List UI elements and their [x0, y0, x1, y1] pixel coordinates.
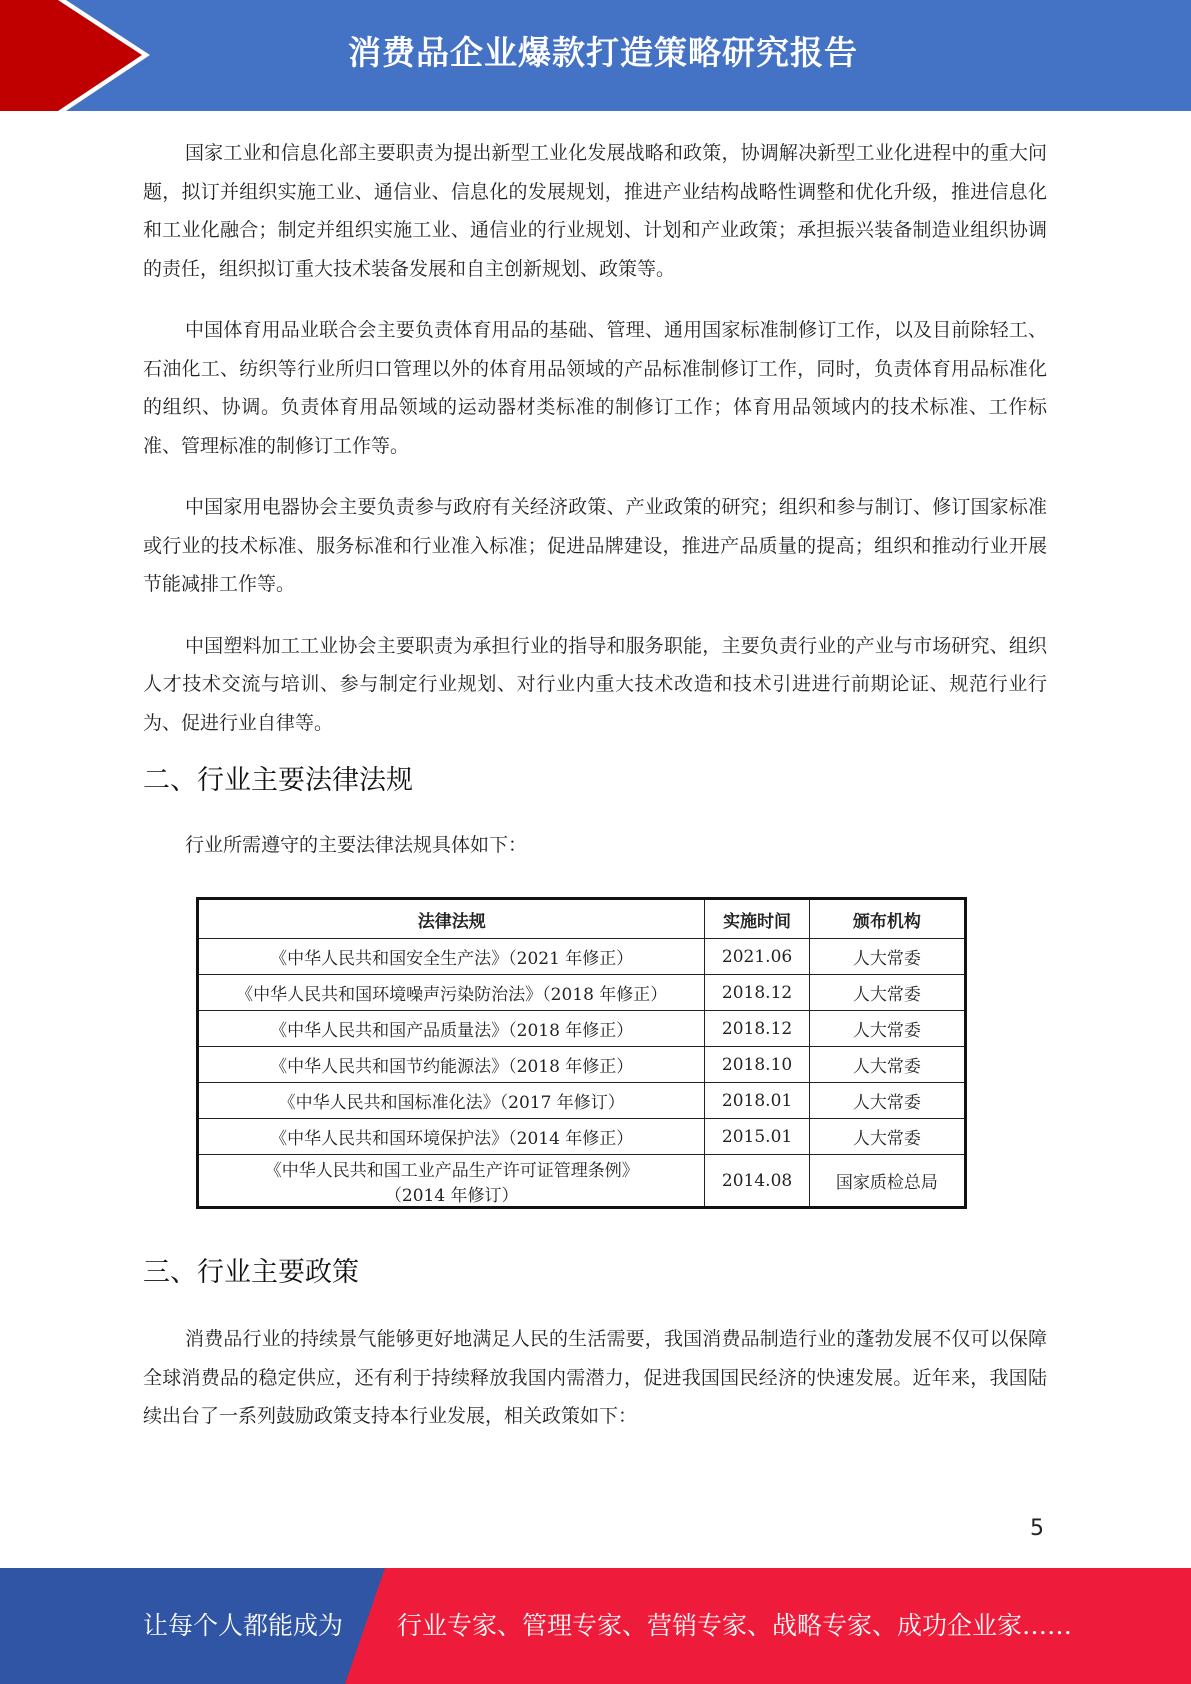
- law-cell: 《中华人民共和国环境噪声污染防治法》（2018 年修正）: [198, 975, 705, 1011]
- page-number: 5: [1030, 1516, 1044, 1541]
- table-row: [198, 1155, 966, 1208]
- paragraph-policies: 消费品行业的持续景气能够更好地满足人民的生活需要，我国消费品制造行业的蓬勃发展不仅可以保障全球消费品的稳定供应，还有利于持续释放我国内需潜力，促进我国国民经济的快速发展。近年来，我国陆续出台了一系列鼓励政策支持本行业发展，相关政策如下：: [143, 1328, 1047, 1427]
- date-cell: 2018.12: [705, 975, 809, 1011]
- org-cell: 人大常委: [809, 1119, 965, 1155]
- body-content: [143, 134, 1047, 765]
- org-cell: 人大常委: [809, 1083, 965, 1119]
- org-cell: 人大常委: [809, 1047, 965, 1083]
- org-cell: 国家质检总局: [809, 1155, 965, 1208]
- date-cell: 2014.08: [705, 1155, 809, 1208]
- paragraph-plastics-association: 中国塑料加工工业协会主要职责为承担行业的指导和服务职能，主要负责行业的产业与市场研究、组织人才技术交流与培训、参与制定行业规划、对行业内重大技术改造和技术引进进行前期论证、规范行业行为、促进行业自律等。: [143, 634, 1047, 734]
- date-cell: 2018.10: [705, 1047, 809, 1083]
- header-date: 实施时间: [705, 899, 809, 939]
- section-heading-policies: 三、行业主要政策: [143, 1257, 359, 1288]
- section-heading-laws: 二、行业主要法律法规: [143, 765, 413, 796]
- page-footer: [0, 1568, 1191, 1684]
- law-cell-line: 《中华人民共和国工业产品生产许可证管理条例》: [264, 1160, 639, 1181]
- header-law: 法律法规: [198, 899, 705, 939]
- table-row: [198, 939, 966, 975]
- table-row: [198, 1011, 966, 1047]
- law-cell: 《中华人民共和国节约能源法》（2018 年修正）: [198, 1047, 705, 1083]
- law-cell-line: （2014 年修订）: [384, 1185, 519, 1206]
- org-cell: 人大常委: [809, 975, 965, 1011]
- org-cell: 人大常委: [809, 1011, 965, 1047]
- date-cell: 2018.01: [705, 1083, 809, 1119]
- footer-slogan-right: 行业专家、管理专家、营销专家、战略专家、成功企业家……: [397, 1611, 1073, 1640]
- laws-table: [196, 897, 967, 1209]
- paragraph-miit: 国家工业和信息化部主要职责为提出新型工业化发展战略和政策，协调解决新型工业化进程中的重大问题，拟订并组织实施工业、通信业、信息化的发展规划，推进产业结构战略性调整和优化升级，推进信息化和工业化融合；制定并组织实施工业、通信业的行业规划、计划和产业政策；承担振兴装备制造业组织协调的责任，组织拟订重大技术装备发展和自主创新规划、政策等。: [143, 142, 1047, 280]
- table-row: [198, 1083, 966, 1119]
- law-cell: [198, 1155, 705, 1208]
- law-cell: 《中华人民共和国标准化法》（2017 年修订）: [198, 1083, 705, 1119]
- law-cell: 《中华人民共和国产品质量法》（2018 年修正）: [198, 1011, 705, 1047]
- report-title: 消费品企业爆款打造策略研究报告: [348, 33, 858, 72]
- table-row: [198, 1047, 966, 1083]
- law-cell: 《中华人民共和国安全生产法》（2021 年修正）: [198, 939, 705, 975]
- paragraph-appliance-association: 中国家用电器协会主要负责参与政府有关经济政策、产业政策的研究；组织和参与制订、修订国家标准或行业的技术标准、服务标准和行业准入标准；促进品牌建设，推进产品质量的提高；组织和推动行业开展节能减排工作等。: [143, 496, 1047, 595]
- footer-slogan-left: 让每个人都能成为: [143, 1611, 344, 1640]
- laws-intro: 行业所需遵守的主要法律法规具体如下：: [185, 834, 528, 856]
- header-org: 颁布机构: [809, 899, 965, 939]
- table-row: [198, 1119, 966, 1155]
- law-cell: 《中华人民共和国环境保护法》（2014 年修正）: [198, 1119, 705, 1155]
- date-cell: 2018.12: [705, 1011, 809, 1047]
- org-cell: 人大常委: [809, 939, 965, 975]
- date-cell: 2021.06: [705, 939, 809, 975]
- date-cell: 2015.01: [705, 1119, 809, 1155]
- table-header-row: [198, 899, 966, 939]
- page-header: [0, 0, 1191, 111]
- table-row: [198, 975, 966, 1011]
- paragraph-sports-federation: 中国体育用品业联合会主要负责体育用品的基础、管理、通用国家标准制修订工作，以及目前除轻工、石油化工、纺织等行业所归口管理以外的体育用品领域的产品标准制修订工作，同时，负责体育用品标准化的组织、协调。负责体育用品领域的运动器材类标准的制修订工作；体育用品领域内的技术标准、工作标准、管理标准的制修订工作等。: [143, 319, 1047, 457]
